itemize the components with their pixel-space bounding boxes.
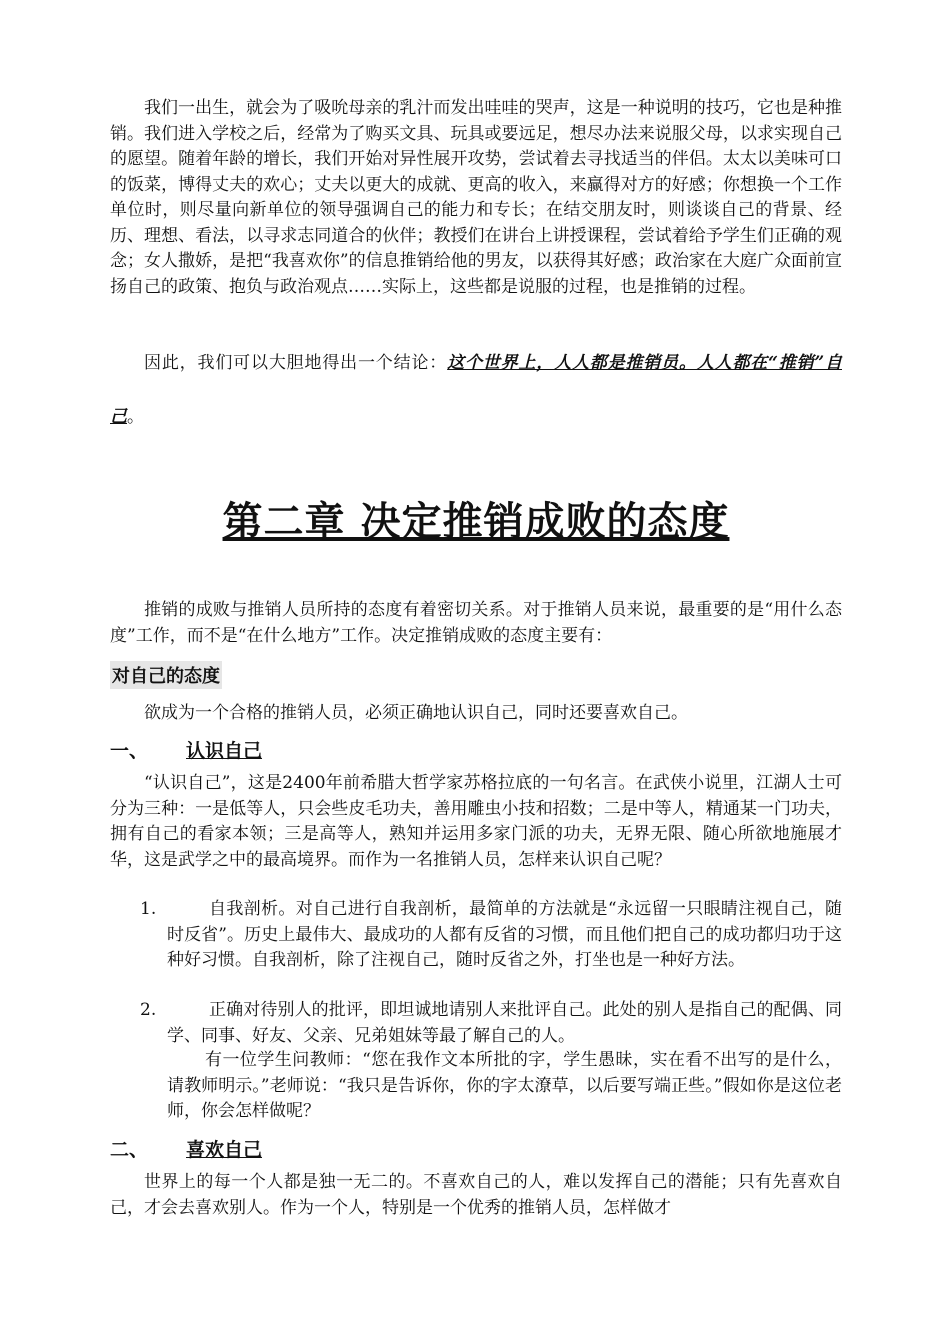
subsection-number: 二、 xyxy=(110,1139,149,1161)
list-item xyxy=(110,998,842,1049)
conclusion-emphasis: 这个世界上，人人都是推销员。人人都在“推销”自己 xyxy=(110,353,842,427)
subsection-title: 喜欢自己 xyxy=(186,1139,263,1161)
list-marker: 1. xyxy=(140,899,157,919)
intro-paragraph: 我们一出生，就会为了吸吮母亲的乳汁而发出哇哇的哭声，这是一种说明的技巧，它也是种推销。我们进入学校之后，经常为了购买文具、玩具或要远足，想尽办法来说服父母，以求实现自己的愿望。随着年龄的增长，我们开始对异性展开攻势，尝试着去寻找适当的伴侣。太太以美味可口的饭菜，博得丈夫的欢心；丈夫以更大的成就、更高的收入，来赢得对方的好感；你想换一个工作单位时，则尽量向新单位的领导强调自己的能力和专长；在结交朋友时，则谈谈自己的背景、经历、理想、看法，以寻求志同道合的伙伴；教授们在讲台上讲授课程，尝试着给予学生们正确的观念；女人撒娇，是把“我喜欢你”的信息推销给他的男友，以获得其好感；政治家在大庭广众面前宣扬自己的政策、抱负与政治观点……实际上，这些都是说服的过程，也是推销的过程。 xyxy=(110,98,842,297)
section-intro-paragraph: 欲成为一个合格的推销人员，必须正确地认识自己，同时还要喜欢自己。 xyxy=(144,703,688,723)
know-self-paragraph: “认识自己”，这是2400年前希腊大哲学家苏格拉底的一句名言。在武侠小说里，江湖人士可分为三种：一是低等人，只会些皮毛功夫，善用雕虫小技和招数；二是中等人，精通某一门功夫，拥有自己的看家本领；三是高等人，熟知并运用多家门派的功夫，无界无限、随心所欲地施展才华，这是武学之中的最高境界。而作为一名推销人员，怎样来认识自己呢？ xyxy=(110,773,842,870)
list-item xyxy=(110,897,842,974)
list-item-text: 自我剖析。对自己进行自我剖析，最简单的方法就是“永远留一只眼睛注视 xyxy=(209,899,773,919)
list-item-continuation: 自己，随时反省”。历史上最伟大、最成功的人都有反省的习惯，而且他们把自己的成功都归功于这种好习惯。自我剖析，除了注视自己，随时反省之外，打坐也是一种好方法。 xyxy=(167,899,842,970)
subsection-heading-1 xyxy=(110,736,262,763)
like-self-paragraph: 世界上的每一个人都是独一无二的。不喜欢自己的人，难以发挥自己的潜能；只有先喜欢自己，才会去喜欢别人。作为一个人，特别是一个优秀的推销人员，怎样做才 xyxy=(110,1172,842,1218)
list-item-story: 有一位学生问教师：“您在我作文本所批的字，学生愚昧，实在看不出写的是什么，请教师明示。”老师说：“我只是告诉你，你的字太潦草，以后要写端正些。”假如你是这位老师，你会怎样做呢？ xyxy=(167,1050,842,1121)
subsection-heading-2 xyxy=(110,1135,262,1162)
conclusion-paragraph xyxy=(110,336,842,444)
conclusion-tail: 。 xyxy=(127,407,144,427)
chapter-intro-paragraph: 推销的成败与推销人员所持的态度有着密切关系。对于推销人员来说，最重要的是“用什么态度”工作，而不是“在什么地方”工作。决定推销成败的态度主要有： xyxy=(110,600,842,646)
conclusion-lead: 因此，我们可以大胆地得出一个结论： xyxy=(144,353,448,373)
list-item-continuation: 配偶、同学、同事、好友、父亲、兄弟姐妹等最了解自己的人。 xyxy=(167,1000,843,1046)
list-marker: 2. xyxy=(140,1000,157,1020)
chapter-title: 第二章 决定推销成败的态度 xyxy=(222,498,730,545)
list-item-text: 正确对待别人的批评，即坦诚地请别人来批评自己。此处的别人是指自己的 xyxy=(209,1000,774,1020)
subsection-number: 一、 xyxy=(110,740,149,762)
section-heading: 对自己的态度 xyxy=(110,661,222,689)
subsection-title: 认识自己 xyxy=(186,740,263,762)
